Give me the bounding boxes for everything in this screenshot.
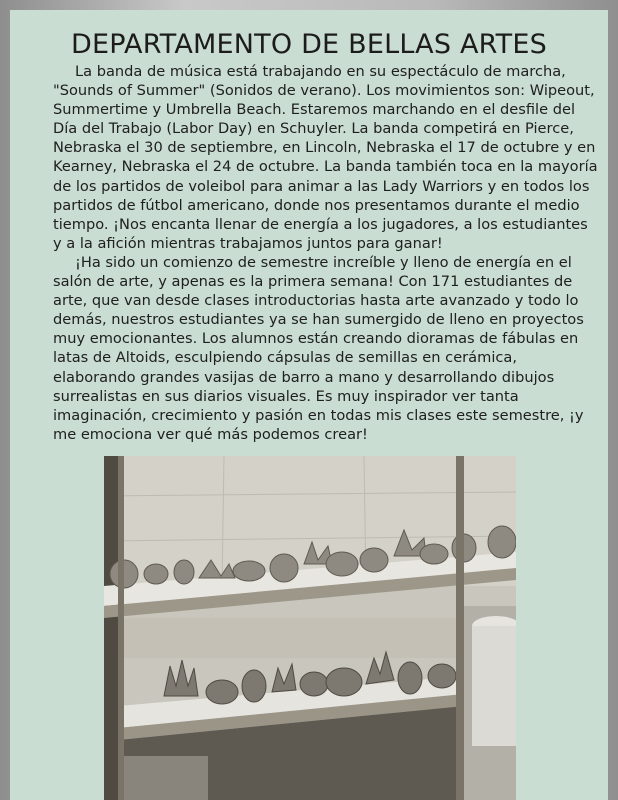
paragraph-band: La banda de música está trabajando en su espectáculo de marcha, "Sounds of Summer" (Sonidos de verano). Los movimientos son: Wipeout, Summertime y Umbrella Beach. Estaremos marchando en el desfile del Día del Trabajo (Labor Day) en Schuyler. La banda competirá en Pierce, Nebraska el 30 de septiembre, en Lincoln, Nebraska el 17 de octubre y en Kearney, Nebraska el 24 de octubre. La banda también toca en la mayoría de los partidos de voleibol para animar a las Lady Warriors y en todos los partidos de fútbol americano, donde nos presentamos durante el medio tiempo. ¡Nos encanta llenar de energía a los jugadores, a los estudiantes y a la afición mientras trabajamos juntos para ganar! [53, 63, 598, 252]
content-panel [10, 10, 608, 800]
page-title: DEPARTAMENTO DE BELLAS ARTES [71, 29, 547, 60]
ceramics-shelf-photo [104, 456, 516, 800]
article-body [53, 62, 601, 444]
paragraph-art: ¡Ha sido un comienzo de semestre increíble y lleno de energía en el salón de arte, y apenas es la primera semana! Con 171 estudiantes de arte, que van desde clases introductorias hasta arte avanzado y todo lo demás, nuestros estudiantes ya se han sumergido de lleno en proyectos muy emocionantes. Los alumnos están creando dioramas de fábulas en latas de Altoids, esculpiendo cápsulas de semillas en cerámica, elaborando grandes vasijas de barro a mano y desarrollando dibujos surrealistas en sus diarios visuales. Es muy inspirador ver tanta imaginación, crecimiento y pasión en todas mis clases este semestre, ¡y me emociona ver qué más podemos crear! [53, 253, 584, 443]
